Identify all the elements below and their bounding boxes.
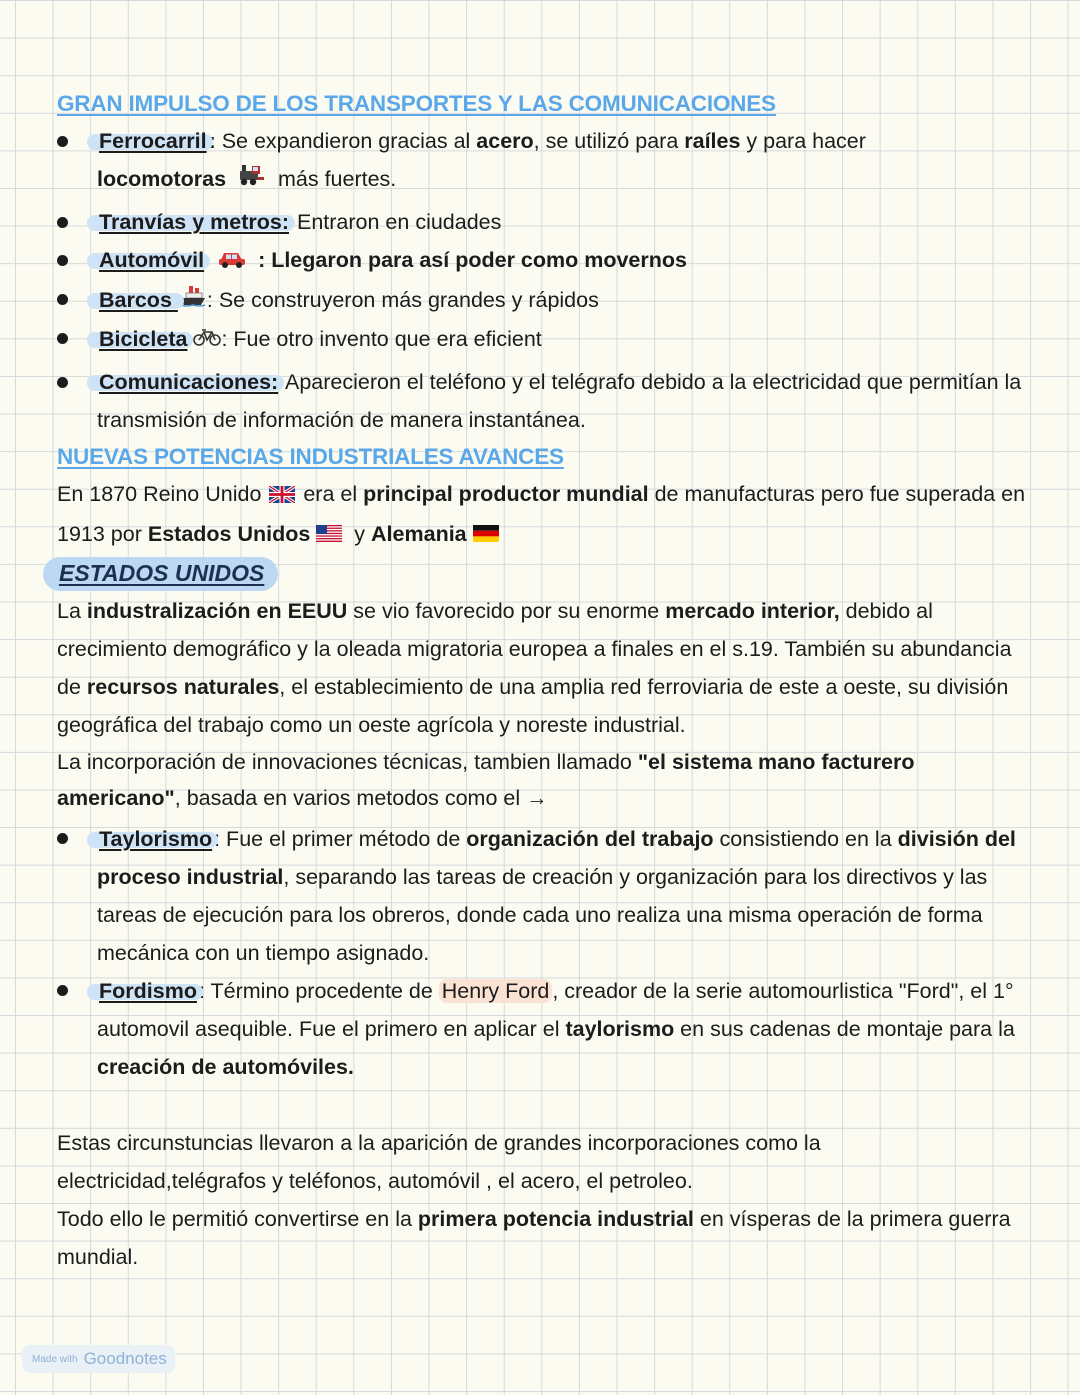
text: La — [57, 598, 87, 623]
bullet-dot — [57, 820, 71, 858]
goodnotes-watermark — [22, 1345, 175, 1373]
us-section-title: ESTADOS UNIDOS — [43, 554, 278, 592]
note-page — [57, 86, 1032, 1276]
highlight-henry-ford: Henry Ford — [439, 979, 553, 1003]
uk-flag-icon — [269, 477, 295, 515]
text: era el — [297, 482, 364, 507]
text: : Fue otro invento que era eficient — [221, 326, 542, 351]
text: en sus cadenas de montaje para la — [674, 1016, 1015, 1041]
term-automovil: Automóvil — [99, 248, 205, 273]
list-item-automovil — [57, 241, 1032, 280]
bold-text: organización del trabajo — [466, 826, 714, 851]
conclusion-paragraph-1: Estas circunstuncias llevaron a la aparición de grandes incorporaciones como la electricidad,telégrafos y teléfonos, automóvil , el acero, el petroleo. — [57, 1130, 821, 1193]
goodnotes-brand: Goodnotes — [83, 1349, 167, 1368]
term-bicicleta: Bicicleta — [99, 326, 188, 351]
text: En 1870 Reino Unido — [57, 482, 268, 507]
text: Entraron en ciudades — [291, 210, 502, 235]
text: : Término procedente de — [198, 978, 439, 1003]
bold-text: principal productor mundial — [363, 482, 649, 507]
bullet-dot — [57, 320, 71, 358]
made-with-label: Made with — [32, 1353, 78, 1365]
text: Todo ello le permitió convertirse en la — [57, 1206, 418, 1231]
bold-text: Estados Unidos — [147, 521, 311, 546]
us-paragraph-1 — [57, 592, 1032, 744]
locomotive-icon — [238, 161, 266, 199]
text: de manufacturas pero fue superada en 1913 por — [57, 482, 1026, 546]
term-taylorismo: Taylorismo — [99, 826, 213, 851]
term-ferrocarril: Ferrocarril — [99, 129, 207, 153]
list-item-tranvias — [57, 203, 1032, 241]
text: debido al crecimiento demográfico y la oleada migratoria europea a finales en el s.19. También su abundancia de — [57, 598, 1012, 699]
bold-text: creación de automóviles. — [97, 1054, 354, 1079]
germany-flag-icon — [473, 516, 499, 554]
text: y para hacer — [740, 129, 866, 153]
term-barcos: Barcos — [99, 287, 178, 312]
bicycle-icon — [193, 321, 221, 359]
text: : Fue el primer método de — [214, 826, 467, 851]
bold-text: división del proceso industrial — [97, 826, 1016, 889]
us-flag-icon — [316, 516, 342, 554]
text: , el establecimiento de una amplia red ferroviaria de este a oeste, su división geográfica del trabajo como un oeste agrícola y noreste industrial. — [57, 674, 1009, 737]
bullet-dot — [57, 122, 71, 160]
list-item-barcos — [57, 281, 1032, 320]
list-item-ferrocarril: Ferrocarril: Se expandieron gracias al acero, se utilizó para raíles y para hacer locomotoras más fuertes. — [57, 122, 1032, 199]
bold-text: mercado interior, — [665, 598, 840, 623]
text: en vísperas de la primera guerra mundial. — [57, 1206, 1011, 1269]
list-item-comunicaciones — [57, 363, 1032, 439]
text: más fuertes. — [272, 167, 397, 191]
text: , se utilizó para — [533, 129, 685, 153]
transport-section-title: GRAN IMPULSO DE LOS TRANSPORTES Y LAS COMUNICACIONES — [57, 91, 776, 116]
list-item-bicicleta — [57, 320, 1032, 359]
bold-text: raíles — [684, 129, 741, 153]
term-fordismo: Fordismo — [99, 978, 197, 1003]
powers-paragraph — [57, 475, 1032, 554]
bullet-dot — [57, 363, 71, 401]
text: Aparecieron el teléfono y el telégrafo debido a la electricidad que permitían la transmisión de información de manera instantánea. — [97, 370, 1022, 433]
bullet-dot — [57, 203, 71, 241]
text: Se expandieron gracias al — [215, 129, 477, 153]
text: y — [348, 521, 372, 546]
bullet-dot — [57, 241, 71, 279]
bold-text: "el sistema mano facturero americano" — [57, 749, 915, 810]
text: , separando las tareas de creación y organización para los directivos y las tareas de ejecución para los obreros, donde cada uno realiza una misma operación de forma mecánica con un tiempo asignado. — [97, 864, 988, 965]
bullet-dot — [57, 281, 71, 319]
powers-section-title: NUEVAS POTENCIAS INDUSTRIALES AVANCES — [57, 444, 564, 470]
methods-list — [57, 820, 1032, 1086]
us-paragraphs — [57, 592, 1032, 816]
list-item-taylorismo — [57, 820, 1032, 972]
text: : Se construyeron más grandes y rápidos — [206, 287, 599, 312]
car-icon — [218, 243, 246, 281]
bold-text: locomotoras — [97, 167, 227, 191]
conclusion-paragraphs — [57, 1124, 1032, 1276]
text: , creador de la serie automourlistica "Ford", el 1° automovil asequible. Fue el primero en aplicar el — [97, 978, 1014, 1041]
term-comunicaciones: Comunicaciones: — [99, 370, 279, 395]
bold-text: recursos naturales — [86, 674, 280, 699]
bold-text: primera potencia industrial — [417, 1206, 694, 1231]
bold-text: acero — [476, 129, 534, 153]
list-item-fordismo — [57, 972, 1032, 1086]
text: : Llegaron para así poder como movernos — [252, 248, 687, 273]
text: se vio favorecido por su enorme — [347, 598, 666, 623]
transport-list — [57, 122, 1032, 439]
text: consistiendo en la — [713, 826, 898, 851]
text: La incorporación de innovaciones técnicas, tambien llamado — [57, 749, 638, 774]
bold-text: industralización en EEUU — [86, 598, 348, 623]
bold-text: taylorismo — [565, 1016, 675, 1041]
us-paragraph-2 — [57, 744, 1032, 816]
conclusion-paragraph-2 — [57, 1200, 1032, 1276]
bold-text: Alemania — [371, 521, 467, 546]
term-tranvias: Tranvías y metros: — [99, 210, 290, 235]
bullet-dot — [57, 972, 71, 1010]
text: , basada en varios metodos como el → — [174, 785, 548, 810]
